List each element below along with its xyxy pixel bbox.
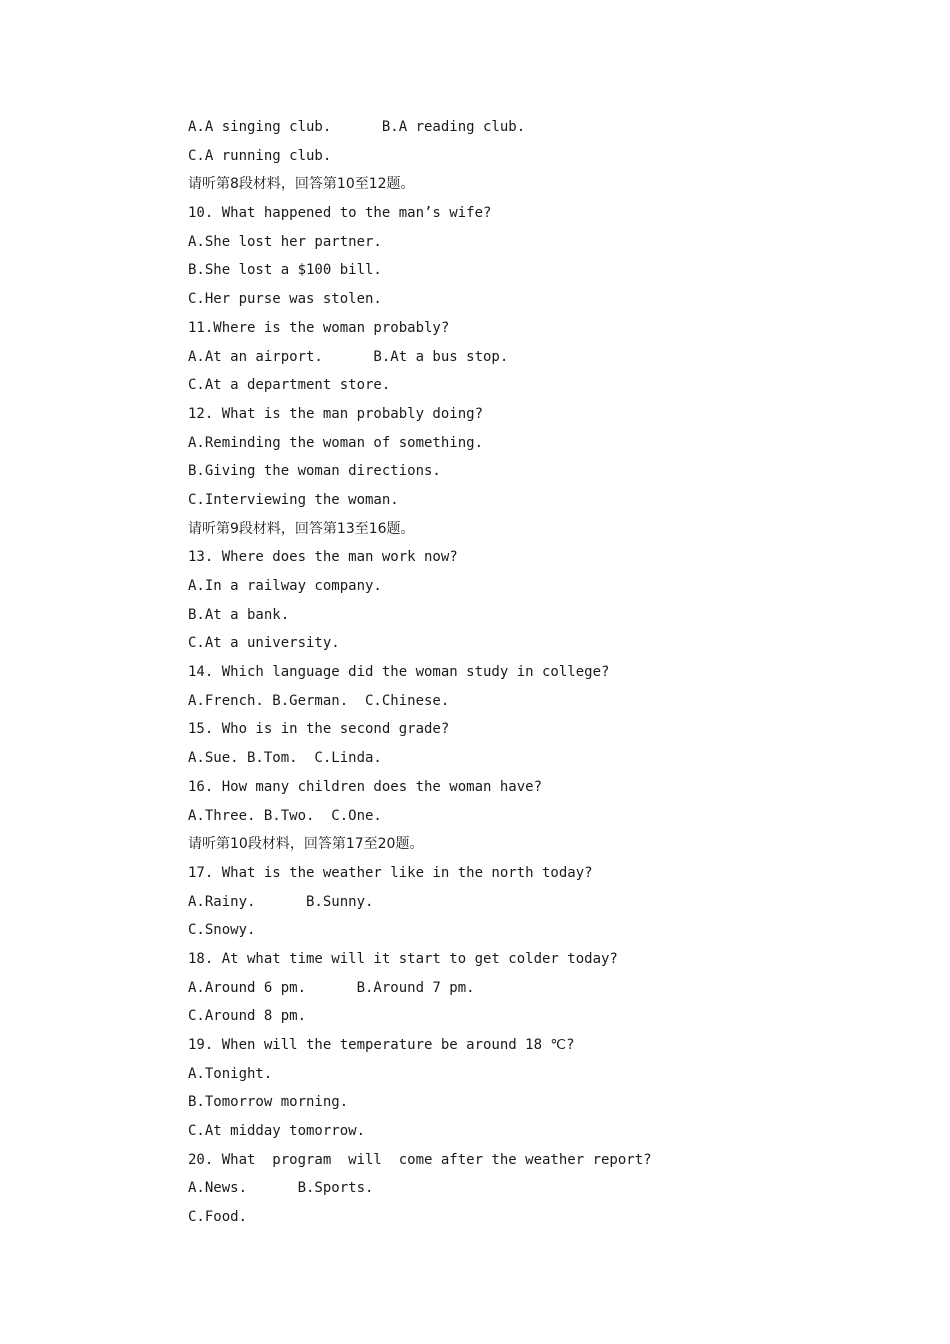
option-19-a: A.Tonight. [188, 1065, 273, 1082]
option-11-c: C.At a department store. [188, 377, 391, 394]
option-14-abc: A.French. B.German. C.Chinese. [188, 692, 450, 709]
option-13-a: A.In a railway company. [188, 578, 382, 594]
option-line-q9-ab: A.A singing club. B.A reading club. [188, 119, 526, 135]
option-11-ab: A.At an airport. B.At a bus stop. [188, 348, 509, 365]
option-12-a: A.Reminding the woman of something. [188, 434, 484, 451]
option-15-abc: A.Sue. B.Tom. C.Linda. [188, 750, 382, 767]
option-10-a: A.She lost her partner. [188, 233, 382, 250]
question-17: 17. What is the weather like in the north today? [188, 864, 593, 881]
question-20: 20. What program will come after the weather report? [188, 1151, 652, 1168]
option-17-c: C.Snowy. [188, 922, 256, 939]
option-18-c: C.Around 8 pm. [188, 1008, 307, 1025]
section-instruction-8: 请听第8段材料，回答第10至12题。 [188, 176, 415, 193]
option-19-b: B.Tomorrow morning. [188, 1094, 349, 1111]
question-10: 10. What happened to the man’s wife? [188, 205, 492, 222]
question-14: 14. Which language did the woman study in college? [188, 664, 610, 681]
option-12-b: B.Giving the woman directions. [188, 463, 441, 480]
question-16: 16. How many children does the woman have? [188, 778, 543, 795]
option-13-c: C.At a university. [188, 635, 340, 652]
option-17-ab: A.Rainy. B.Sunny. [188, 893, 374, 910]
option-16-abc: A.Three. B.Two. C.One. [188, 807, 382, 824]
question-15: 15. Who is in the second grade? [188, 721, 450, 738]
option-13-b: B.At a bank. [188, 606, 290, 623]
option-line-q9-c: C.A running club. [188, 147, 332, 164]
exam-page [188, 113, 888, 1232]
question-18: 18. At what time will it start to get colder today? [188, 950, 618, 967]
option-10-b: B.She lost a $100 bill. [188, 262, 382, 279]
option-10-c: C.Her purse was stolen. [188, 291, 382, 308]
option-18-ab: A.Around 6 pm. B.Around 7 pm. [188, 979, 475, 996]
section-instruction-9: 请听第9段材料，回答第13至16题。 [188, 520, 415, 537]
question-12: 12. What is the man probably doing? [188, 405, 484, 422]
question-11: 11.Where is the woman probably? [188, 319, 450, 336]
option-19-c: C.At midday tomorrow. [188, 1123, 366, 1140]
question-13: 13. Where does the man work now? [188, 549, 458, 566]
section-instruction-10: 请听第10段材料，回答第17至20题。 [188, 836, 424, 853]
option-12-c: C.Interviewing the woman. [188, 491, 399, 508]
option-20-ab: A.News. B.Sports. [188, 1180, 374, 1197]
question-19: 19. When will the temperature be around 18 ℃? [188, 1037, 575, 1053]
option-20-c: C.Food. [188, 1209, 248, 1226]
